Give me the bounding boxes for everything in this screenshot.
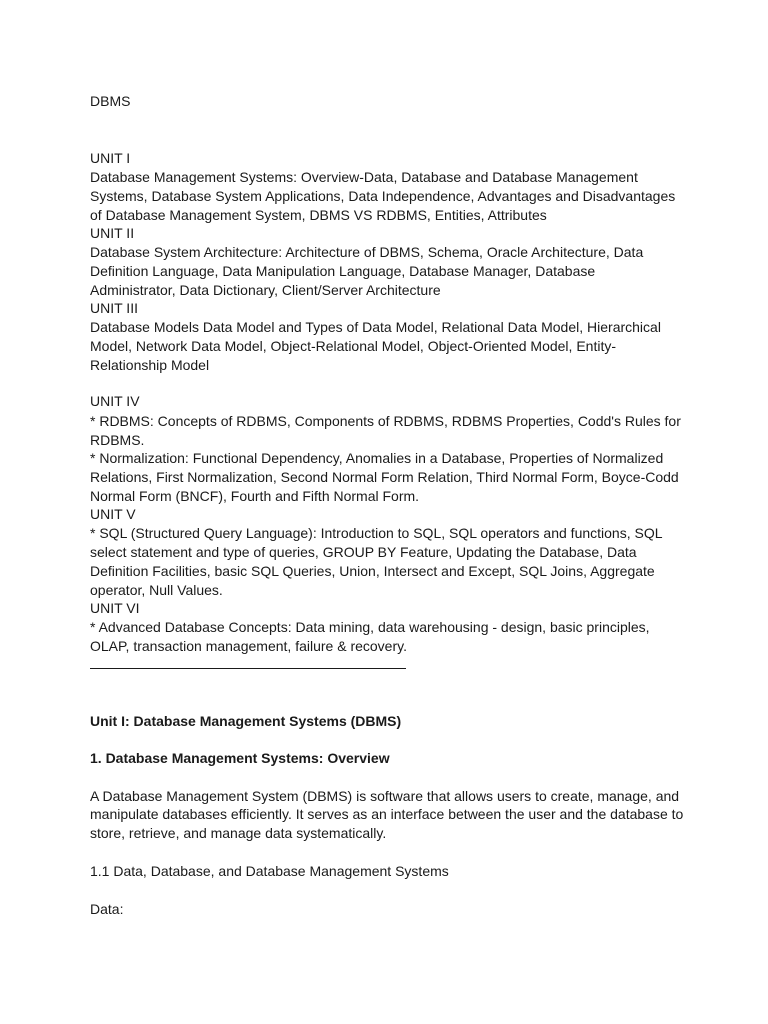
unit-text-line: Database Management Systems: Overview-Data, Database and Database Management — [90, 169, 638, 185]
unit-text-line: OLAP, transaction management, failure & recovery. — [90, 638, 407, 654]
unit-text-line: Definition Facilities, basic SQL Queries, Union, Intersect and Except, SQL Joins, Aggregate — [90, 563, 655, 579]
unit-heading: UNIT V — [90, 506, 136, 522]
unit-text-line: RDBMS. — [90, 432, 145, 448]
unit-text-line: * Advanced Database Concepts: Data mining, data warehousing - design, basic principles, — [90, 619, 650, 635]
unit-text-line: Relationship Model — [90, 357, 210, 373]
unit-text-line: * Normalization: Functional Dependency, Anomalies in a Database, Properties of Normalized — [90, 450, 664, 466]
paragraph-line: manipulate databases efficiently. It serves as an interface between the user and the database to — [90, 806, 684, 822]
term-label: Data: — [90, 901, 124, 917]
paragraph-line: A Database Management System (DBMS) is software that allows users to create, manage, and — [90, 788, 680, 804]
unit-text-line: Database System Architecture: Architecture of DBMS, Schema, Oracle Architecture, Data — [90, 244, 644, 260]
document-title: DBMS — [90, 93, 131, 109]
unit-heading: UNIT II — [90, 225, 135, 241]
unit-text-line: Definition Language, Data Manipulation Language, Database Manager, Database — [90, 263, 596, 279]
unit-heading: UNIT VI — [90, 600, 140, 616]
unit-text-line: Relations, First Normalization, Second Normal Form Relation, Third Normal Form, Boyce-Codd — [90, 469, 679, 485]
unit-text-line: Database Models Data Model and Types of Data Model, Relational Data Model, Hierarchical — [90, 319, 661, 335]
unit-text-line: Model, Network Data Model, Object-Relational Model, Object-Oriented Model, Entity- — [90, 338, 616, 354]
unit-text-line: * SQL (Structured Query Language): Introduction to SQL, SQL operators and functions, SQL — [90, 525, 663, 541]
unit-text-line: select statement and type of queries, GROUP BY Feature, Updating the Database, Data — [90, 544, 637, 560]
unit-heading: UNIT IV — [90, 393, 140, 409]
unit-text-line: Administrator, Data Dictionary, Client/Server Architecture — [90, 282, 441, 298]
unit-text-line: Systems, Database System Applications, Data Independence, Advantages and Disadvantages — [90, 188, 676, 204]
unit-text-line: of Database Management System, DBMS VS RDBMS, Entities, Attributes — [90, 207, 547, 223]
unit-text-line: * RDBMS: Concepts of RDBMS, Components of RDBMS, RDBMS Properties, Codd's Rules for — [90, 413, 681, 429]
section-heading: Unit I: Database Management Systems (DBMS) — [90, 713, 402, 729]
paragraph-line: store, retrieve, and manage data systematically. — [90, 825, 387, 841]
unit-text-line: operator, Null Values. — [90, 582, 223, 598]
unit-heading: UNIT I — [90, 150, 131, 166]
subsubsection-heading: 1.1 Data, Database, and Database Management Systems — [90, 863, 449, 879]
unit-text-line: Normal Form (BNCF), Fourth and Fifth Normal Form. — [90, 488, 420, 504]
unit-heading: UNIT III — [90, 300, 138, 316]
horizontal-divider — [90, 668, 406, 669]
subsection-heading: 1. Database Management Systems: Overview — [90, 750, 390, 766]
